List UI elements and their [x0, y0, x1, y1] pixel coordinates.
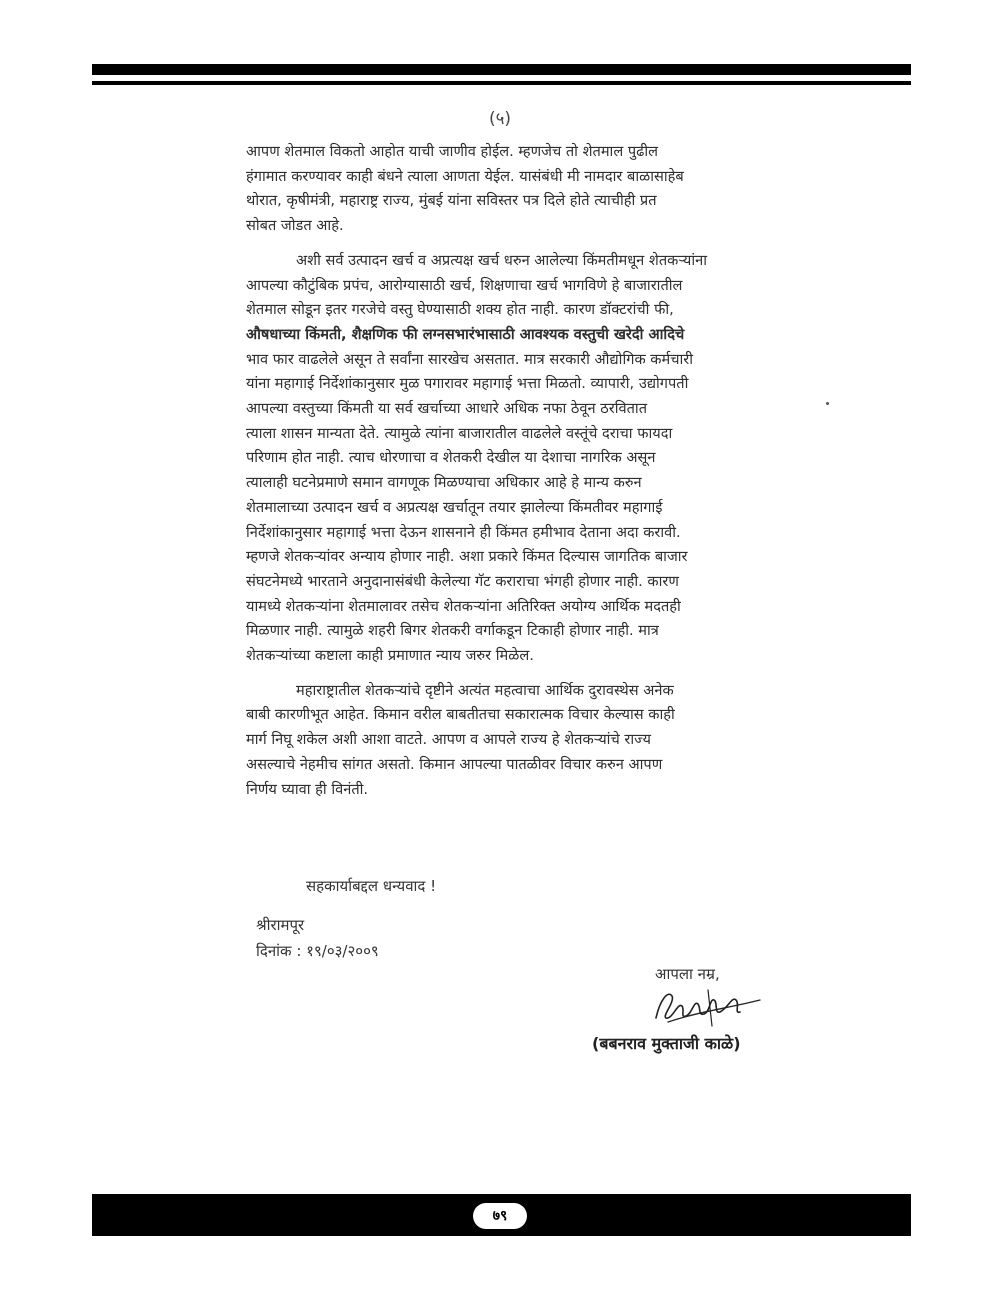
text-line: शेतमाल सोडून इतर गरजेचे वस्तु घेण्यासाठी शक्य होत नाही. कारण डॉक्टरांची फी, — [246, 301, 674, 319]
paragraph-3 — [246, 679, 806, 803]
paragraph-2 — [246, 249, 806, 669]
text-line: संघटनेमध्ये भारताने अनुदानासंबंधी केलेल्या गॅट कराराचा भंगही होणार नाही. कारण — [246, 572, 679, 590]
text-line: आपण शेतमाल विकतो आहोत याची जाणीव होईल. म्हणजेच तो शेतमाल पुढील — [246, 143, 659, 160]
paragraph-1 — [246, 140, 806, 239]
text-line: म्हणजे शेतकऱ्यांवर अन्याय होणार नाही. अशा प्रकारे किंमत दिल्यास जागतिक बाजार — [246, 548, 688, 566]
text-line: परिणाम होत नाही. त्याच धोरणाचा व शेतकरी देखील या देशाचा नागरिक असून — [246, 449, 656, 467]
text-line: शेतकऱ्यांच्या कष्टाला काही प्रमाणात न्याय जरुर मिळेल. — [246, 647, 534, 665]
letter-body — [246, 140, 806, 812]
text-line: मिळणार नाही. त्यामुळे शहरी बिगर शेतकरी वर्गाकडून टिकाही होणार नाही. मात्र — [246, 622, 659, 640]
text-line: सोबत जोडत आहे. — [246, 217, 344, 235]
salutation: आपला नम्र, — [655, 965, 720, 983]
text-line: थोरात, कृषीमंत्री, महाराष्ट्र राज्य, मुंबई यांना सविस्तर पत्र दिले होते त्याचीही प्रत — [246, 192, 657, 210]
scan-speck — [826, 402, 829, 405]
text-line: हंगामात करण्यावर काही बंधने त्याला आणता येईल. यासंबंधी मी नामदार बाळासाहेब — [246, 167, 684, 185]
text-line: यामध्ये शेतकऱ्यांना शेतमालावर तसेच शेतकऱ्यांना अतिरिक्त अयोग्य आर्थिक मदतही — [246, 597, 681, 615]
header-rule-thin — [92, 81, 911, 85]
text-line: आपल्या कौटुंबिक प्रपंच, आरोग्यासाठी खर्च, शिक्षणाचा खर्च भागविणे हे बाजारातील — [246, 276, 683, 294]
text-line: त्याला शासन मान्यता देते. त्यामुळे त्यांना बाजारातील वाढलेले वस्तूंचे दराचा फायदा — [246, 424, 673, 442]
page-number-badge: ७९ — [473, 1203, 527, 1229]
thanks-line: सहकार्याबद्दल धन्यवाद ! — [306, 877, 437, 895]
text-line: त्यालाही घटनेप्रमाणे समान वागणूक मिळण्याचा अधिकार आहे हे मान्य करुन — [246, 474, 642, 492]
text-line: महाराष्ट्रातील शेतकऱ्यांचे दृष्टीने अत्यंत महत्वाचा आर्थिक दुरावस्थेस अनेक — [296, 681, 674, 699]
text-line: अशी सर्व उत्पादन खर्च व अप्रत्यक्ष खर्च धरुन आलेल्या किंमतीमधून शेतकऱ्यांना — [296, 251, 708, 269]
text-line: भाव फार वाढलेले असून ते सर्वांना सारखेच असतात. मात्र सरकारी औद्योगिक कर्मचारी — [246, 350, 694, 368]
text-line: असल्याचे नेहमीच सांगत असतो. किमान आपल्या पातळीवर विचार करुन आपण — [246, 755, 663, 773]
text-line: निर्णय घ्यावा ही विनंती. — [246, 780, 369, 798]
section-page-label: (५) — [488, 109, 512, 129]
header-rule-thick — [92, 64, 911, 75]
text-line: यांना महागाई निर्देशांकानुसार मुळ पगारावर महागाई भत्ता मिळतो. व्यापारी, उद्योगपती — [246, 375, 689, 393]
text-line: शेतमालाच्या उत्पादन खर्च व अप्रत्यक्ष खर्चातून तयार झालेल्या किंमतीवर महागाई — [246, 498, 663, 516]
text-line: निर्देशांकानुसार महागाई भत्ता देऊन शासनाने ही किंमत हमीभाव देताना अदा करावी. — [246, 523, 681, 541]
text-line: मार्ग निघू शकेल अशी आशा वाटते. आपण व आपले राज्य हे शेतकऱ्यांचे राज्य — [246, 731, 651, 749]
text-line: औषधाच्या किंमती, शैक्षणिक फी लग्नसभारंभासाठी आवश्यक वस्तुची खरेदी आदिचे — [246, 325, 685, 343]
signature-icon — [648, 982, 768, 1032]
text-line: बाबी कारणीभूत आहेत. किमान वरील बाबतीतचा सकारात्मक विचार केल्यास काही — [246, 706, 675, 724]
signatory-name: (बबनराव मुक्ताजी काळे) — [592, 1034, 741, 1053]
date-line: दिनांक : १९/०३/२००९ — [256, 942, 379, 960]
text-line: आपल्या वस्तुच्या किंमती या सर्व खर्चाच्या आधारे अधिक नफा ठेवून ठरवितात — [246, 400, 648, 418]
place-line: श्रीरामपूर — [256, 916, 305, 934]
